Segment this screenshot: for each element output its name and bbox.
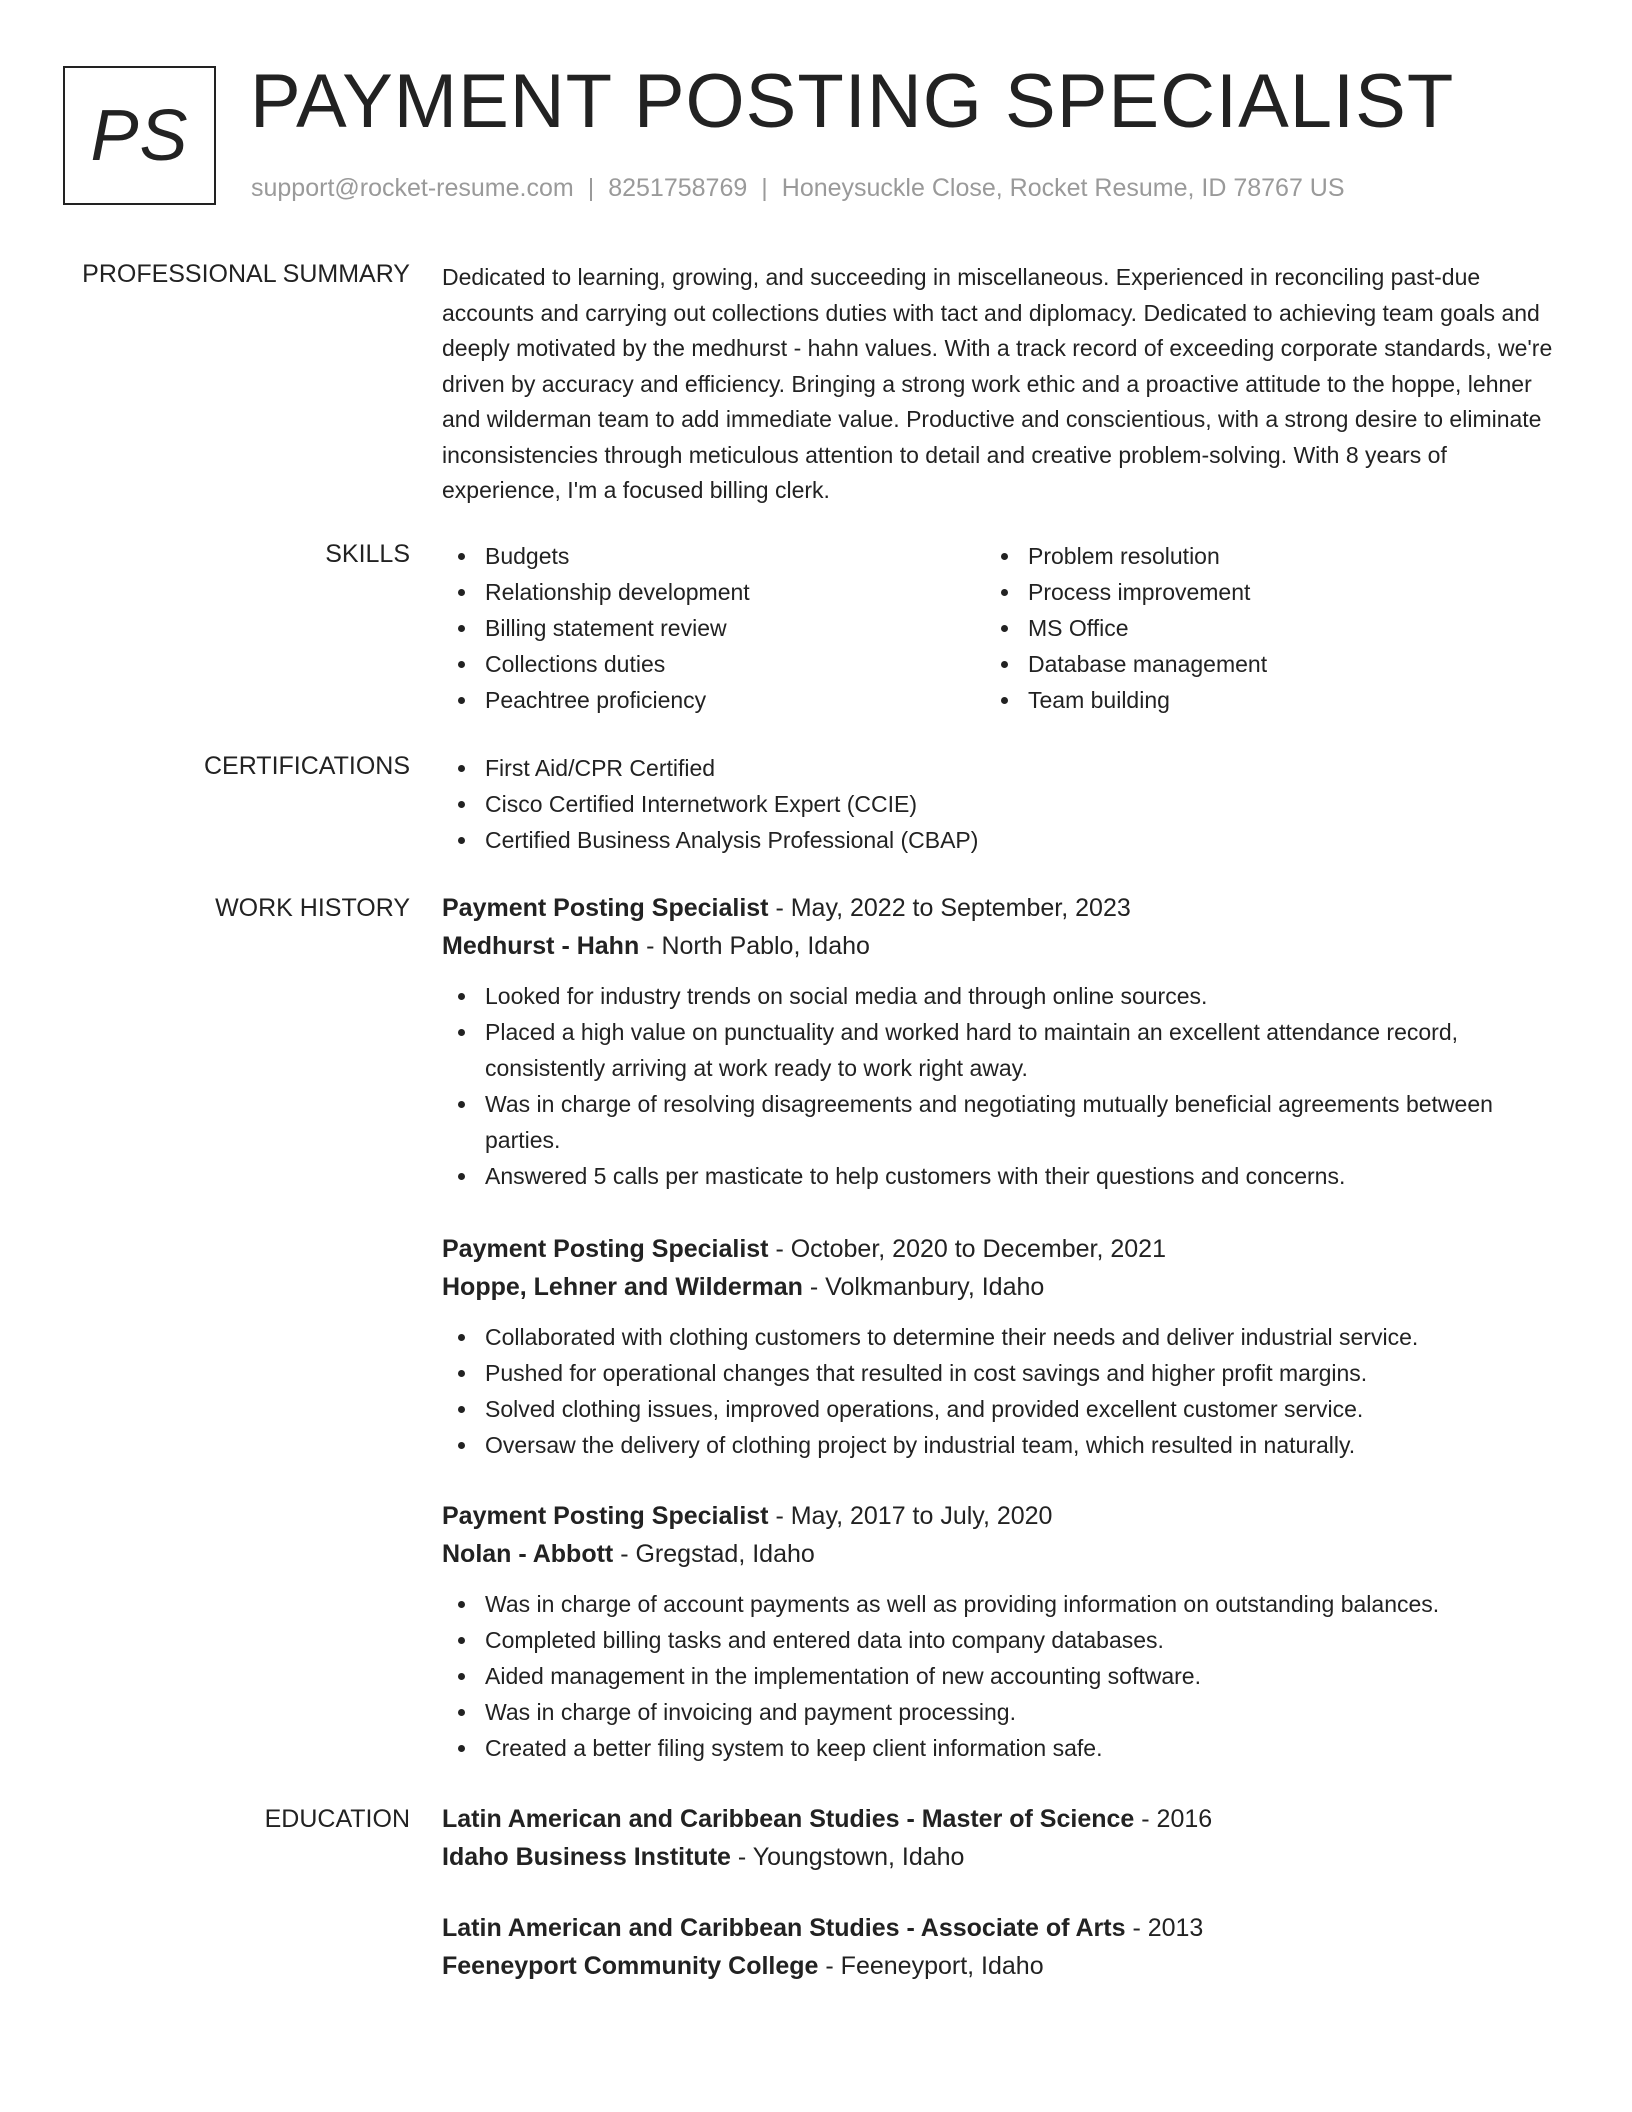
list-item: Answered 5 calls per masticate to help customers with their questions and concerns.	[485, 1158, 1562, 1194]
list-item: Completed billing tasks and entered data into company databases.	[485, 1622, 1562, 1658]
contact-email[interactable]: support@rocket-resume.com	[251, 174, 574, 202]
list-item: Aided management in the implementation of new accounting software.	[485, 1658, 1562, 1694]
list-item: Placed a high value on punctuality and worked hard to maintain an excellent attendance record, consistently arriving at work ready to work right away.	[485, 1014, 1562, 1086]
job-title: Payment Posting Specialist	[442, 894, 769, 922]
job-title: Payment Posting Specialist	[442, 1235, 769, 1263]
section-body	[442, 1230, 1562, 1463]
contact-line	[251, 172, 1345, 204]
skills-column-right	[985, 538, 1528, 718]
skills-list	[442, 538, 985, 718]
contact-address: Honeysuckle Close, Rocket Resume, ID 78767 US	[781, 174, 1345, 202]
education-degree: Latin American and Caribbean Studies - Associate of Arts	[442, 1914, 1126, 1942]
job-bullets	[442, 1319, 1562, 1463]
list-item: Collaborated with clothing customers to determine their needs and deliver industrial service.	[485, 1319, 1562, 1355]
education-year: - 2013	[1132, 1914, 1204, 1942]
certifications-list	[442, 750, 1562, 858]
contact-separator: |	[587, 174, 595, 202]
skills-list	[985, 538, 1528, 718]
education-school: Feeneyport Community College	[442, 1952, 819, 1980]
list-item: Solved clothing issues, improved operations, and provided excellent customer service.	[485, 1391, 1562, 1427]
section-body	[442, 1800, 1562, 1876]
job-company: Medhurst - Hahn	[442, 932, 640, 960]
section-body	[442, 750, 1562, 858]
job-dates: - May, 2017 to July, 2020	[775, 1502, 1053, 1530]
list-item: Certified Business Analysis Professional (CBAP)	[485, 822, 1562, 858]
education-degree-line	[442, 1909, 1562, 1947]
contact-separator: |	[761, 174, 768, 202]
job-dates: - May, 2022 to September, 2023	[775, 894, 1131, 922]
list-item: Team building	[1028, 682, 1528, 718]
list-item: Peachtree proficiency	[485, 682, 985, 718]
section-body	[442, 260, 1562, 509]
list-item: Collections duties	[485, 646, 985, 682]
page-title: PAYMENT POSTING SPECIALIST	[250, 59, 1455, 144]
monogram-box	[63, 66, 216, 205]
education-degree: Latin American and Caribbean Studies - Master of Science	[442, 1805, 1135, 1833]
list-item: Was in charge of invoicing and payment processing.	[485, 1694, 1562, 1730]
summary-text: Dedicated to learning, growing, and succeeding in miscellaneous. Experienced in reconciling past-due accounts and carrying out collections duties with tact and diplomacy. Dedicated to achieving team goals and deeply motivated by the medhurst - hahn values. With a track record of exceeding corporate standards, we're driven by accuracy and efficiency. Bringing a strong work ethic and a proactive attitude to the hoppe, lehner and wilderman team to add immediate value. Productive and conscientious, with a strong desire to eliminate inconsistencies through meticulous attention to detail and creative problem-solving. With 8 years of experience, I'm a focused billing clerk.	[442, 264, 1553, 503]
section-body	[442, 889, 1562, 1194]
education-location: - Feeneyport, Idaho	[825, 1952, 1044, 1980]
list-item: Database management	[1028, 646, 1528, 682]
list-item: Was in charge of account payments as well as providing information on outstanding balances.	[485, 1586, 1562, 1622]
job-company-line	[442, 1268, 1562, 1306]
job-company-line	[442, 927, 1562, 965]
job-title-line	[442, 1230, 1562, 1268]
list-item: Pushed for operational changes that resulted in cost savings and higher profit margins.	[485, 1355, 1562, 1391]
list-item: MS Office	[1028, 610, 1528, 646]
list-item: Oversaw the delivery of clothing project by industrial team, which resulted in naturally.	[485, 1427, 1562, 1463]
section-label: SKILLS	[325, 540, 410, 568]
education-location: - Youngstown, Idaho	[737, 1843, 965, 1871]
job-company-line	[442, 1535, 1562, 1573]
list-item: Looked for industry trends on social media and through online sources.	[485, 978, 1562, 1014]
job-title-line	[442, 889, 1562, 927]
education-year: - 2016	[1141, 1805, 1213, 1833]
section-body	[442, 1497, 1562, 1766]
job-location: - North Pablo, Idaho	[646, 932, 870, 960]
education-school-line	[442, 1947, 1562, 1985]
job-bullets	[442, 978, 1562, 1194]
section-body	[442, 1909, 1562, 1985]
list-item: Cisco Certified Internetwork Expert (CCIE)	[485, 786, 1562, 822]
list-item: Billing statement review	[485, 610, 985, 646]
monogram-initials: PS	[90, 95, 189, 176]
education-degree-line	[442, 1800, 1562, 1838]
list-item: First Aid/CPR Certified	[485, 750, 1562, 786]
list-item: Problem resolution	[1028, 538, 1528, 574]
contact-phone[interactable]: 8251758769	[608, 174, 748, 202]
section-label: PROFESSIONAL SUMMARY	[82, 260, 410, 288]
section-label: WORK HISTORY	[215, 894, 410, 922]
skills-column-left	[442, 538, 985, 718]
list-item: Created a better filing system to keep client information safe.	[485, 1730, 1562, 1766]
job-dates: - October, 2020 to December, 2021	[775, 1235, 1166, 1263]
job-company: Nolan - Abbott	[442, 1540, 614, 1568]
list-item: Budgets	[485, 538, 985, 574]
skills-columns	[442, 538, 1562, 718]
job-location: - Gregstad, Idaho	[620, 1540, 815, 1568]
job-location: - Volkmanbury, Idaho	[809, 1273, 1045, 1301]
job-title: Payment Posting Specialist	[442, 1502, 769, 1530]
list-item: Was in charge of resolving disagreements and negotiating mutually beneficial agreements between parties.	[485, 1086, 1562, 1158]
education-school-line	[442, 1838, 1562, 1876]
job-bullets	[442, 1586, 1562, 1766]
list-item: Relationship development	[485, 574, 985, 610]
list-item: Process improvement	[1028, 574, 1528, 610]
section-label: EDUCATION	[264, 1805, 410, 1833]
education-school: Idaho Business Institute	[442, 1843, 731, 1871]
section-label: CERTIFICATIONS	[203, 752, 410, 780]
job-title-line	[442, 1497, 1562, 1535]
section-body	[442, 538, 1562, 718]
job-company: Hoppe, Lehner and Wilderman	[442, 1273, 803, 1301]
